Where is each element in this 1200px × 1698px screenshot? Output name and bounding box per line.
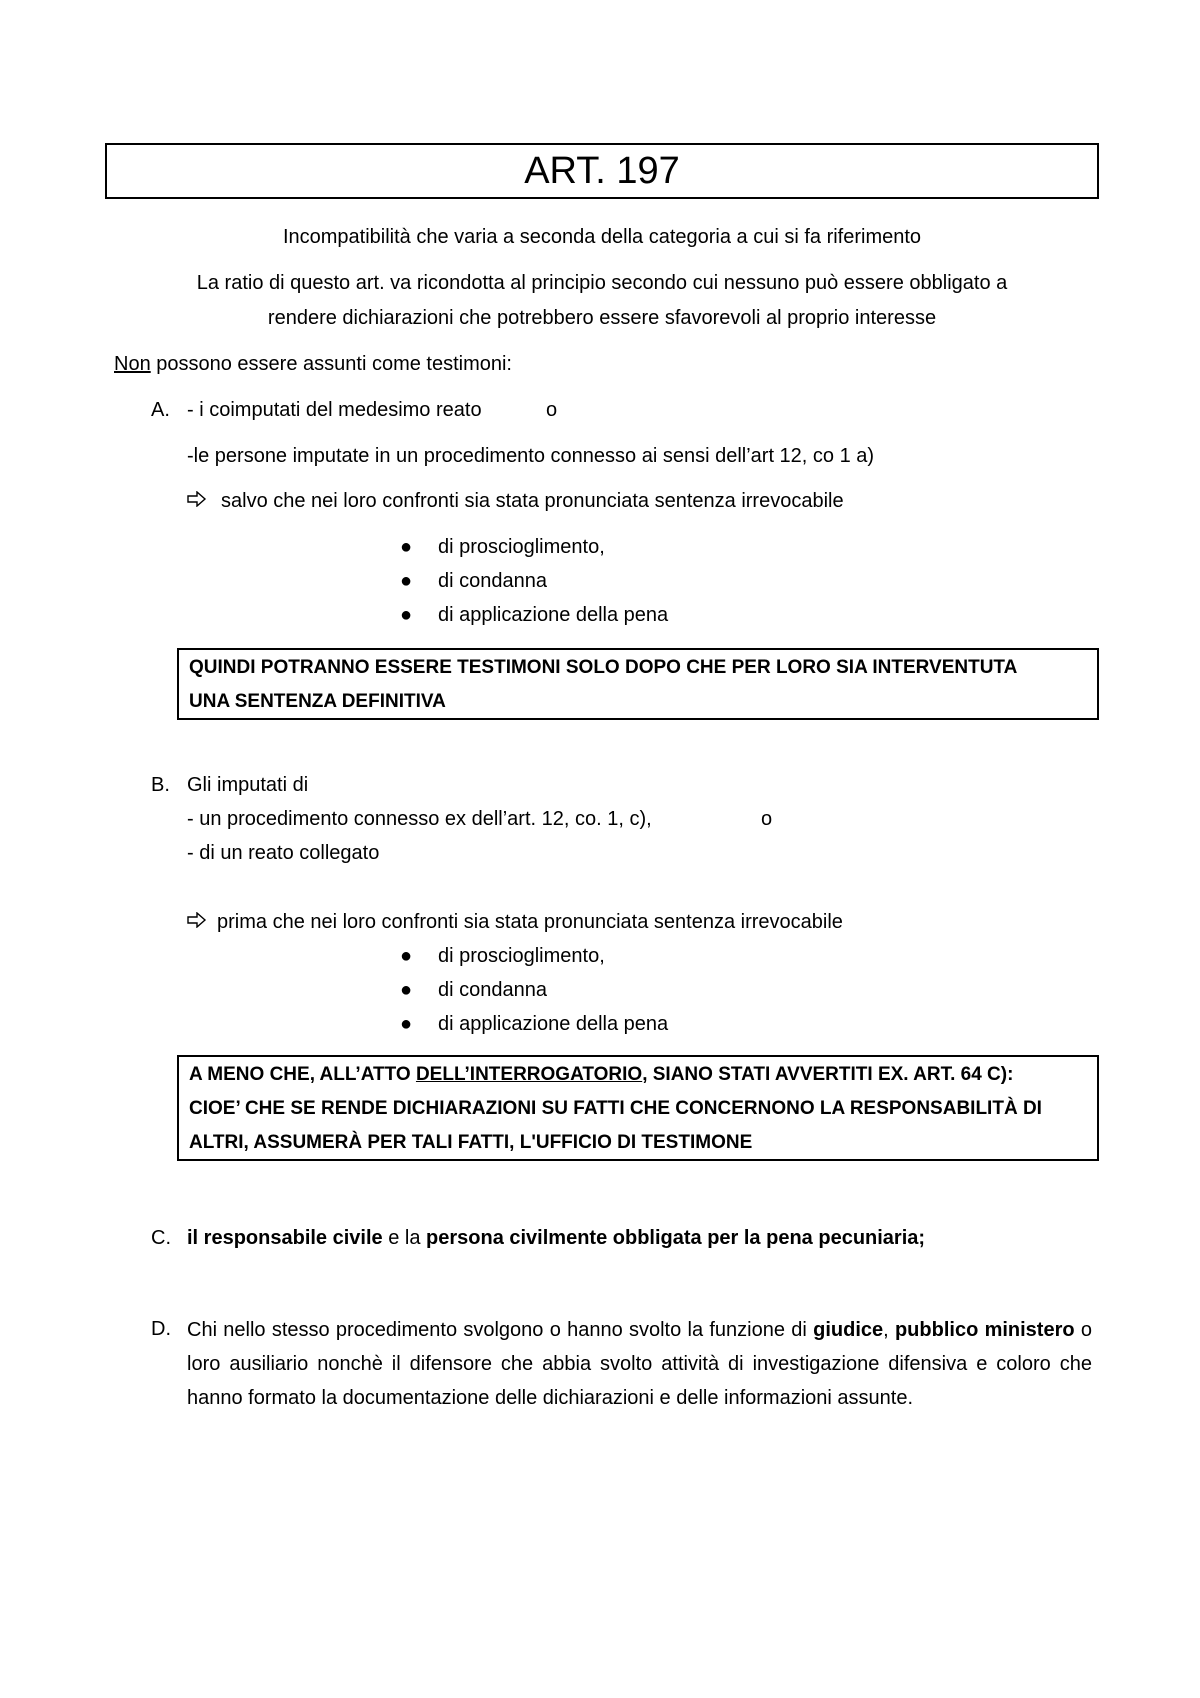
title-box <box>105 143 1099 199</box>
intro-line-1: Incompatibilità che varia a seconda della categoria a cui si fa riferimento <box>282 226 922 248</box>
section-b-bullet-3 <box>400 1013 669 1036</box>
section-d-marker: D. <box>151 1318 171 1340</box>
section-a-line-1: - i coimputati del medesimo reato <box>187 399 482 421</box>
section-d-text-2: , <box>883 1319 895 1341</box>
section-a-box-line-2: UNA SENTENZA DEFINITIVA <box>189 691 446 712</box>
bullet-text: di condanna <box>438 979 547 1001</box>
section-b-box-line-1 <box>189 1058 1087 1092</box>
section-a-bullet-1 <box>400 536 605 559</box>
section-b-line-2: - un procedimento connesso ex dell’art. 12, co. 1, c), <box>187 808 652 830</box>
arrow-right-outline-icon <box>187 911 217 934</box>
section-d-paragraph <box>187 1313 1092 1415</box>
section-a-marker: A. <box>151 399 170 421</box>
section-d-bold-pm: pubblico ministero <box>894 1319 1075 1341</box>
section-a-arrow-text: salvo che nei loro confronti sia stata pronunciata sentenza irrevocabile <box>221 490 844 512</box>
section-b-bullet-1 <box>400 945 605 968</box>
section-b-marker: B. <box>151 774 170 796</box>
section-a-conclusion-box <box>177 648 1099 720</box>
bullet-text: di applicazione della pena <box>438 1013 669 1035</box>
section-b-box-line-2: CIOE’ CHE SE RENDE DICHIARAZIONI SU FATTI CHE CONCERNONO LA RESPONSABILITÀ DI <box>189 1098 1042 1119</box>
box-underlined-text: DELL’INTERROGATORIO <box>415 1064 643 1085</box>
section-c-plain: e la <box>382 1227 427 1249</box>
box-text: A MENO CHE, ALL’ATTO <box>189 1064 416 1085</box>
bullet-dot-icon: ● <box>400 536 413 558</box>
section-b-or: o <box>761 808 773 830</box>
section-b-arrow-line <box>187 911 843 934</box>
section-b-box-line-3: ALTRI, ASSUMERÀ PER TALI FATTI, L'UFFICIO DI TESTIMONE <box>189 1132 753 1153</box>
lead-sentence <box>114 353 512 376</box>
section-a-or: o <box>546 399 558 421</box>
intro-line-3: rendere dichiarazioni che potrebbero essere sfavorevoli al proprio interesse <box>267 307 937 329</box>
section-b-line-3: - di un reato collegato <box>187 842 380 864</box>
section-a-bullet-3 <box>400 604 669 627</box>
section-d-text-3: o loro ausiliario nonchè il difensore che abbia svolto attività di investigazione difensiva e coloro che hanno formato la documentazione delle dichiarazioni e delle informazioni assunte. <box>187 1319 1092 1409</box>
section-c-text <box>187 1227 925 1250</box>
section-d-bold-giudice: giudice <box>813 1319 884 1341</box>
box-text: , SIANO STATI AVVERTITI EX. ART. 64 C): <box>642 1064 1014 1085</box>
section-c-marker: C. <box>151 1227 171 1249</box>
section-b-arrow-text: prima che nei loro confronti sia stata pronunciata sentenza irrevocabile <box>217 911 843 933</box>
bullet-dot-icon: ● <box>400 945 413 967</box>
bullet-dot-icon: ● <box>400 570 413 592</box>
section-c-bold-2: persona civilmente obbligata per la pena pecuniaria; <box>426 1227 926 1249</box>
bullet-text: di proscioglimento, <box>438 945 605 967</box>
section-b-exception-box <box>177 1055 1099 1161</box>
bullet-dot-icon: ● <box>400 1013 413 1035</box>
section-d-text-1: Chi nello stesso procedimento svolgono o hanno svolto la funzione di <box>187 1319 814 1341</box>
bullet-text: di condanna <box>438 570 547 592</box>
section-b-bullet-2 <box>400 979 547 1002</box>
bullet-dot-icon: ● <box>400 604 413 626</box>
intro-line-2: La ratio di questo art. va ricondotta al principio secondo cui nessuno può essere obbligato a <box>196 272 1008 294</box>
section-a-line-2: -le persone imputate in un procedimento connesso ai sensi dell’art 12, co 1 a) <box>187 445 875 467</box>
section-a-arrow-line <box>187 490 844 513</box>
arrow-right-outline-icon <box>187 490 221 513</box>
section-b-line-1: Gli imputati di <box>187 774 309 796</box>
section-a-box-line-1: QUINDI POTRANNO ESSERE TESTIMONI SOLO DOPO CHE PER LORO SIA INTERVENTUTA <box>189 657 1018 678</box>
lead-underlined: Non <box>114 353 151 375</box>
section-a-bullet-2 <box>400 570 547 593</box>
lead-rest: possono essere assunti come testimoni: <box>150 353 512 375</box>
bullet-dot-icon: ● <box>400 979 413 1001</box>
section-c-bold-1: il responsabile civile <box>187 1227 383 1249</box>
page-title: ART. 197 <box>524 149 680 192</box>
bullet-text: di proscioglimento, <box>438 536 605 558</box>
bullet-text: di applicazione della pena <box>438 604 669 626</box>
